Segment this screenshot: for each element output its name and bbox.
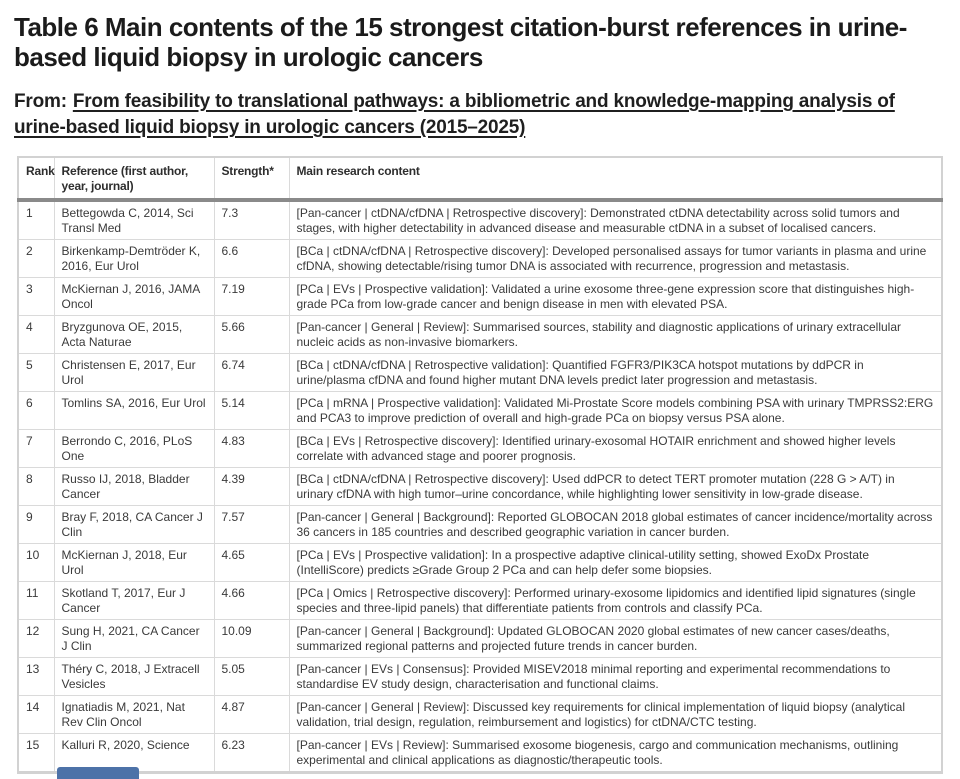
rank-cell: 2 (18, 240, 54, 278)
strength-cell: 5.66 (214, 316, 289, 354)
table-row (18, 200, 942, 240)
content-cell: [Pan-cancer | EVs | Consensus]: Provided MISEV2018 minimal reporting and experimental recommendations to standardise EV study design, characterisation and functional claims. (289, 658, 942, 696)
strength-cell: 4.87 (214, 696, 289, 734)
content-cell: [PCa | Omics | Retrospective discovery]: Performed urinary-exosome lipidomics and identified lipid signatures (single species and three-lipid panels) that differentiate patients from controls and classify PCa. (289, 582, 942, 620)
content-cell: [PCa | EVs | Prospective validation]: In a prospective adaptive clinical-utility setting, showed ExoDx Prostate (IntelliScore) predicts ≥Grade Group 2 PCa and can help defer some biopsies. (289, 544, 942, 582)
strength-cell: 5.05 (214, 658, 289, 696)
table-row (18, 620, 942, 658)
rank-cell: 7 (18, 430, 54, 468)
content-cell: [PCa | mRNA | Prospective validation]: Validated Mi-Prostate Score models combining PSA with urinary TMPRSS2:ERG and PCA3 to improve prediction of overall and high-grade PCa on biopsy versus PSA alone. (289, 392, 942, 430)
col-header-rank: Rank (18, 157, 54, 200)
strength-cell: 5.14 (214, 392, 289, 430)
table-row (18, 582, 942, 620)
rank-cell: 3 (18, 278, 54, 316)
table-row (18, 544, 942, 582)
table-row (18, 354, 942, 392)
content-cell: [Pan-cancer | ctDNA/cfDNA | Retrospective discovery]: Demonstrated ctDNA detectability across solid tumors and stages, with higher detectability in advanced disease and measurable ctDNA in a subset of localised cancers. (289, 200, 942, 240)
reference-cell: McKiernan J, 2016, JAMA Oncol (54, 278, 214, 316)
content-cell: [Pan-cancer | General | Review]: Discussed key requirements for clinical implementation of liquid biopsy (analytical validation, trial design, regulation, reimbursement and logistics) for ctDNA/CTC testing. (289, 696, 942, 734)
burst-references-table (17, 156, 943, 774)
rank-cell: 10 (18, 544, 54, 582)
rank-cell: 11 (18, 582, 54, 620)
reference-cell: Berrondo C, 2016, PLoS One (54, 430, 214, 468)
cutoff-blue-button-fragment[interactable] (57, 767, 139, 779)
strength-cell: 6.74 (214, 354, 289, 392)
table-row (18, 506, 942, 544)
strength-cell: 4.83 (214, 430, 289, 468)
strength-cell: 4.39 (214, 468, 289, 506)
from-label: From: (14, 91, 67, 112)
strength-cell: 7.57 (214, 506, 289, 544)
strength-cell: 10.09 (214, 620, 289, 658)
reference-cell: Christensen E, 2017, Eur Urol (54, 354, 214, 392)
table-row (18, 468, 942, 506)
strength-cell: 7.3 (214, 200, 289, 240)
table-row (18, 392, 942, 430)
reference-cell: Bray F, 2018, CA Cancer J Clin (54, 506, 214, 544)
reference-cell: Russo IJ, 2018, Bladder Cancer (54, 468, 214, 506)
content-cell: [Pan-cancer | General | Review]: Summarised sources, stability and diagnostic applications of urinary extracellular nucleic acids as non-invasive biomarkers. (289, 316, 942, 354)
table-header (18, 157, 942, 200)
rank-cell: 13 (18, 658, 54, 696)
table-row (18, 658, 942, 696)
rank-cell: 8 (18, 468, 54, 506)
reference-cell: Théry C, 2018, J Extracell Vesicles (54, 658, 214, 696)
rank-cell: 12 (18, 620, 54, 658)
source-line (14, 89, 916, 141)
table-row (18, 734, 942, 773)
reference-cell: Birkenkamp-Demtröder K, 2016, Eur Urol (54, 240, 214, 278)
table-body (18, 200, 942, 773)
rank-cell: 6 (18, 392, 54, 430)
rank-cell: 15 (18, 734, 54, 773)
col-header-content: Main research content (289, 157, 942, 200)
header-row (18, 157, 942, 200)
rank-cell: 1 (18, 200, 54, 240)
reference-cell: McKiernan J, 2018, Eur Urol (54, 544, 214, 582)
content-cell: [BCa | ctDNA/cfDNA | Retrospective discovery]: Used ddPCR to detect TERT promoter mutation (228 G > A/T) in urinary cfDNA with high tumor–urine concordance, while highlighting lower sensitivity in low-grade disease. (289, 468, 942, 506)
reference-cell: Bettegowda C, 2014, Sci Transl Med (54, 200, 214, 240)
content-cell: [Pan-cancer | EVs | Review]: Summarised exosome biogenesis, cargo and communication mechanisms, outlining experimental and clinical applications as diagnostic/therapeutic tools. (289, 734, 942, 773)
table-row (18, 240, 942, 278)
table-row (18, 696, 942, 734)
page-title: Table 6 Main contents of the 15 strongest citation-burst references in urine-based liquid biopsy in urologic cancers (14, 12, 907, 72)
reference-cell: Tomlins SA, 2016, Eur Urol (54, 392, 214, 430)
content-cell: [BCa | ctDNA/cfDNA | Retrospective validation]: Quantified FGFR3/PIK3CA hotspot mutations by ddPCR in urine/plasma cfDNA and found higher mutant DNA levels predict later progression and metastasis. (289, 354, 942, 392)
table-row (18, 278, 942, 316)
strength-cell: 6.23 (214, 734, 289, 773)
strength-cell: 4.66 (214, 582, 289, 620)
rank-cell: 14 (18, 696, 54, 734)
reference-cell: Skotland T, 2017, Eur J Cancer (54, 582, 214, 620)
strength-cell: 4.65 (214, 544, 289, 582)
strength-cell: 6.6 (214, 240, 289, 278)
rank-cell: 9 (18, 506, 54, 544)
reference-cell: Kalluri R, 2020, Science (54, 734, 214, 773)
reference-cell: Sung H, 2021, CA Cancer J Clin (54, 620, 214, 658)
content-cell: [Pan-cancer | General | Background]: Updated GLOBOCAN 2020 global estimates of new cancer cases/deaths, summarized regional patterns and projected future trends in cancer burden. (289, 620, 942, 658)
content-cell: [Pan-cancer | General | Background]: Reported GLOBOCAN 2018 global estimates of cancer incidence/mortality across 36 cancers in 185 countries and described geographic variation in cancer burden. (289, 506, 942, 544)
content-cell: [BCa | EVs | Retrospective discovery]: Identified urinary-exosomal HOTAIR enrichment and showed higher levels correlate with advanced stage and poorer prognosis. (289, 430, 942, 468)
content-cell: [BCa | ctDNA/cfDNA | Retrospective discovery]: Developed personalised assays for tumor variants in plasma and urine cfDNA, showing detectable/rising tumor DNA is associated with recurrence, progression and metastasis. (289, 240, 942, 278)
table-row (18, 316, 942, 354)
table-row (18, 430, 942, 468)
content-cell: [PCa | EVs | Prospective validation]: Validated a urine exosome three-gene expression score that distinguishes high-grade PCa from low-grade cancer and benign disease in men with elevated PSA. (289, 278, 942, 316)
reference-cell: Bryzgunova OE, 2015, Acta Naturae (54, 316, 214, 354)
strength-cell: 7.19 (214, 278, 289, 316)
rank-cell: 5 (18, 354, 54, 392)
col-header-strength: Strength* (214, 157, 289, 200)
col-header-reference: Reference (first author, year, journal) (54, 157, 214, 200)
source-article-link[interactable]: From feasibility to translational pathways: a bibliometric and knowledge-mapping analysis of urine-based liquid biopsy in urologic cancers (2015–2025) (14, 91, 895, 138)
rank-cell: 4 (18, 316, 54, 354)
reference-cell: Ignatiadis M, 2021, Nat Rev Clin Oncol (54, 696, 214, 734)
